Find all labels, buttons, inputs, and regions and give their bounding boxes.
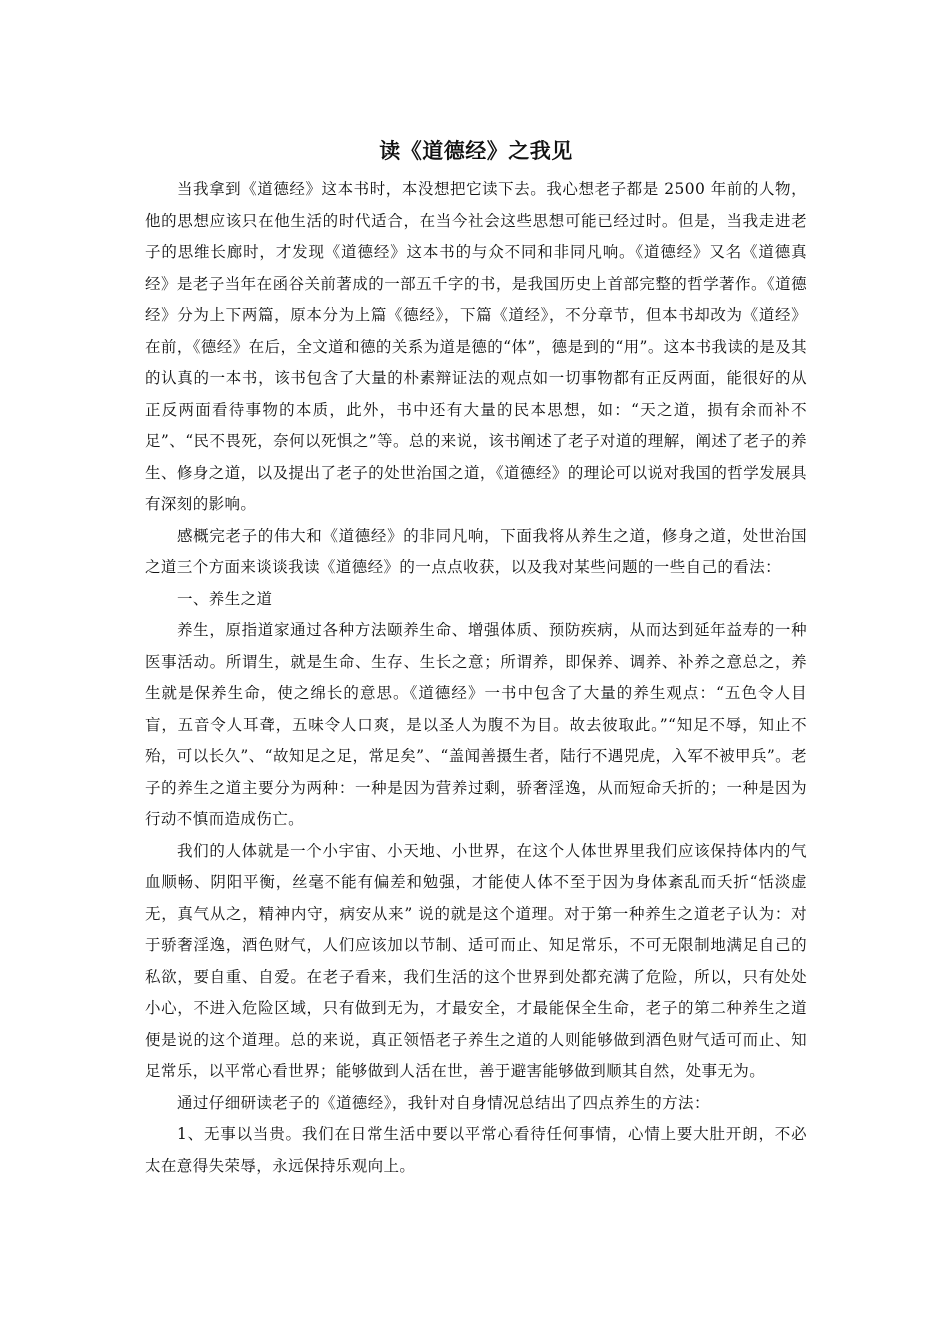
section-heading-health: 一、养生之道	[177, 589, 273, 608]
document-title: 读《道德经》之我见	[379, 139, 573, 163]
paragraph-methods-intro: 通过仔细研读老子的《道德经》，我针对自身情况总结出了四点养生的方法：	[177, 1093, 710, 1112]
paragraph-health-body: 我们的人体就是一个小宇宙、小天地、小世界，在这个人体世界里我们应该保持体内的气血顺畅、阴阳平衡，丝毫不能有偏差和勉强，才能使人体不至于因为身体紊乱而夭折“恬淡虚无，真气从之，精神内守，病安从来” 说的就是这个道理。对于第一种养生之道老子认为：对于骄奢淫逸，酒色财气，人们应该加以节制、适可而止、知足常乐，不可无限制地满足自己的私欲，要自重、自爱。在老子看来，我们生活的这个世界到处都充满了危险，所以，只有处处小心，不进入危险区域，只有做到无为，才最安全，才最能保全生命，老子的第二种养生之道便是说的这个道理。总的来说，真正领悟老子养生之道的人则能够做到酒色财气适可而止、知足常乐，以平常心看世界；能够做到人活在世，善于避害能够做到顺其自然，处事无为。	[145, 841, 807, 1080]
paragraph-method-1: 1、无事以当贵。我们在日常生活中要以平常心看待任何事情，心情上要大肚开朗，不必太在意得失荣辱，永远保持乐观向上。	[145, 1125, 807, 1175]
paragraph-intro: 当我拿到《道德经》这本书时，本没想把它读下去。我心想老子都是 2500 年前的人物，他的思想应该只在他生活的时代适合，在当今社会这些思想可能已经过时。但是，当我走进老子的思维长廊时，才发现《道德经》这本书的与众不同和非同凡响。《道德经》又名《道德真经》是老子当年在函谷关前著成的一部五千字的书，是我国历史上首部完整的哲学著作。《道德经》分为上下两篇，原本分为上篇《德经》，下篇《道经》，不分章节，但本书却改为《道经》在前，《德经》在后，全文道和德的关系为道是德的“体”，德是到的“用”。这本书我读的是及其的认真的一本书，该书包含了大量的朴素辩证法的观点如一切事物都有正反两面，能很好的从正反两面看待事物的本质，此外，书中还有大量的民本思想，如：“天之道，损有余而补不足”、“民不畏死，奈何以死惧之”等。总的来说，该书阐述了老子对道的理解，阐述了老子的养生、修身之道，以及提出了老子的处世治国之道，《道德经》的理论可以说对我国的哲学发展具有深刻的影响。	[145, 180, 807, 513]
document-body	[145, 134, 807, 1182]
paragraph-outline: 感概完老子的伟大和《道德经》的非同凡响，下面我将从养生之道，修身之道，处世治国之道三个方面来谈谈我读《道德经》的一点点收获，以及我对某些问题的一些自己的看法：	[145, 526, 807, 576]
paragraph-health-definition: 养生，原指道家通过各种方法颐养生命、增强体质、预防疾病，从而达到延年益寿的一种医事活动。所谓生，就是生命、生存、生长之意；所谓养，即保养、调养、补养之意总之，养生就是保养生命，使之绵长的意思。《道德经》一书中包含了大量的养生观点：“五色令人目盲，五音令人耳聋，五味令人口爽，是以圣人为腹不为目。故去彼取此。”“知足不辱，知止不殆，可以长久”、“故知足之足，常足矣”、“盖闻善摄生者，陆行不遇兕虎，入军不被甲兵”。老子的养生之道主要分为两种：一种是因为营养过剩，骄奢淫逸，从而短命夭折的；一种是因为行动不慎而造成伤亡。	[145, 621, 807, 828]
